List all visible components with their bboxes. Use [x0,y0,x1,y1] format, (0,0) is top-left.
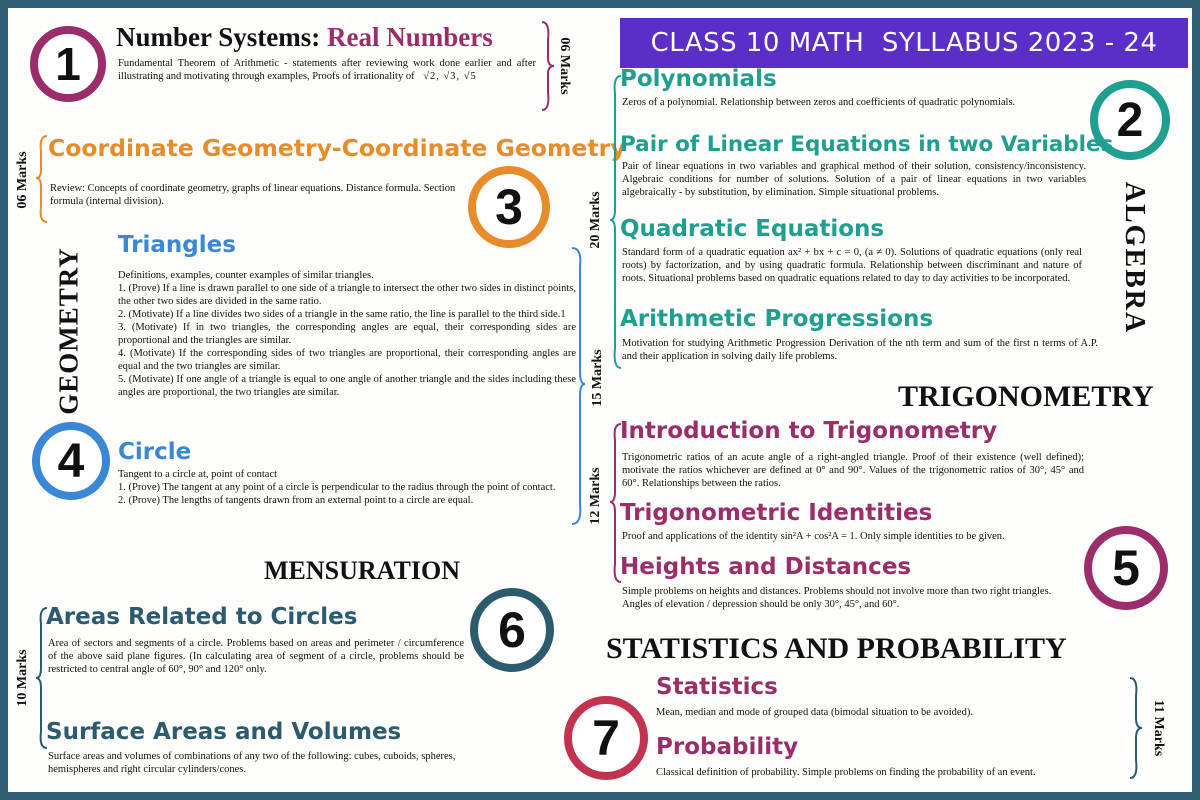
unit-1-brace [540,20,556,112]
triangles-title: Triangles [118,232,236,258]
identities-title: Trigonometric Identities [620,500,933,526]
circle-list [118,468,576,507]
triangles-line-2: 2. (Motivate) If a line divides two sides of a triangle in the same ratio, the line is parallel to the third side.1 [118,309,566,320]
statistics-text: Mean, median and mode of grouped data (bimodal situation to be avoided). [656,707,973,718]
polynomials-text: Zeros of a polynomial. Relationship between zeros and coefficients of quadratic polynomials. [622,97,1016,108]
unit-4-marks: 15 Marks [590,349,605,407]
triangles-list [118,269,576,399]
unit-3-brace [35,134,49,224]
section-statistics-probability: STATISTICS AND PROBABILITY [606,632,1067,665]
section-mensuration: MENSURATION [264,556,460,585]
circle-line-2: 2. (Prove) The lengths of tangents drawn from an external point to a circle are equal. [118,495,474,506]
surface-title: Surface Areas and Volumes [46,719,402,745]
unit-7-number-circle [564,696,648,780]
intro-trig-text: Trigonometric ratios of an acute angle of a right-angled triangle. Proof of their existence (well defined); motivate the ratios whichever are defined at 0° and 90°. Values of the trigonometric ratios of 30°, 45° and 60°. Relationships between the ratios. [622,452,1084,489]
heights-title: Heights and Distances [620,554,912,580]
unit-5-marks: 12 Marks [588,467,603,525]
unit-1-description [118,57,536,83]
identities-text: Proof and applications of the identity sin²A + cos²A = 1. Only simple identities to be given. [622,531,1005,542]
unit-4-brace [570,246,586,526]
unit-5-number: 5 [1112,540,1140,596]
unit-1-number-circle [30,26,106,102]
linear-equations-title: Pair of Linear Equations in two Variables [620,132,1114,157]
unit-3-title: Coordinate Geometry-Coordinate Geometry [48,134,626,162]
title-banner [620,18,1188,68]
unit-2-marks: 20 Marks [588,191,603,249]
triangles-line-0: Definitions, examples, counter examples of similar triangles. [118,270,374,281]
unit-1-marks: 06 Marks [557,37,572,95]
unit-6-number: 6 [498,602,526,658]
triangles-line-1: 1. (Prove) If a line is drawn parallel to one side of a triangle to intersect the other two sides in distinct points, the other two sides are divided in the same ratio. [118,283,576,307]
unit-1-number: 1 [55,38,81,90]
unit-1-title-a: Number Systems: [116,22,327,52]
syllabus-poster [8,8,1192,792]
probability-text: Classical definition of probability. Simple problems on finding the probability of an event. [656,767,1036,778]
polynomials-title: Polynomials [620,66,777,92]
probability-title: Probability [656,734,799,760]
unit-6-number-circle [470,588,554,672]
ap-text: Motivation for studying Arithmetic Progression Derivation of the nth term and sum of the first n terms of A.P. and their application in solving daily life problems. [622,338,1098,362]
heights-text: Simple problems on heights and distances. Problems should not involve more than two right triangles. Angles of elevation / depression should be only 30°, 45°, and 60°. [622,586,1052,610]
unit-1-title [116,22,493,53]
unit-3-number-circle [468,166,550,248]
triangles-line-4: 4. (Motivate) If the corresponding sides of two triangles are proportional, their corresponding angles are equal and the two triangles are similar. [118,348,576,372]
unit-3-marks: 06 Marks [15,151,30,209]
circle-title: Circle [118,439,192,465]
surface-text: Surface areas and volumes of combinations of any two of the following: cubes, cuboids, spheres, hemispheres and right circular cylinders/cones. [48,751,456,775]
unit-7-number: 7 [592,710,620,766]
unit-4-number: 4 [57,434,85,488]
unit-3-number: 3 [495,179,523,235]
unit-6-marks: 10 Marks [15,649,30,707]
unit-5-number-circle [1084,526,1168,610]
section-geometry: GEOMETRY [53,247,84,415]
quadratic-title: Quadratic Equations [620,216,885,242]
quadratic-text: Standard form of a quadratic equation ax² + bx + c = 0, (a ≠ 0). Solutions of quadratic equations (only real roots) by factorization, and by using quadratic formula. Relationship between discriminant and nature of roots. Situational problems based on quadratic equations related to day to day activities to be incorporated. [622,247,1082,284]
intro-trig-title: Introduction to Trigonometry [620,418,998,444]
circle-line-0: Tangent to a circle at, point of contact [118,469,278,480]
unit-4-number-circle [32,422,110,500]
unit-7-brace [1128,676,1144,780]
triangles-line-5: 5. (Motivate) If one angle of a triangle is equal to one angle of another triangle and the sides including these angles are proportional, the two triangles are similar. [118,374,576,398]
unit-2-number: 2 [1116,93,1144,147]
ap-title: Arithmetic Progressions [620,306,934,332]
linear-equations-text: Pair of linear equations in two variables and graphical method of their solution, consistency/inconsistency. Algebraic conditions for number of solutions. Solution of a pair of linear equations in two variables algebraically - by substitution, by elimination. Simple situational problems. [622,161,1086,198]
unit-1-title-b: Real Numbers [327,22,493,52]
areas-title: Areas Related to Circles [46,604,358,630]
section-algebra: ALGEBRA [1119,181,1150,335]
page-title: CLASS 10 MATH SYLLABUS 2023 - 24 [650,28,1158,58]
unit-1-roots: √2, √3, √5 [423,71,477,82]
triangles-line-3: 3. (Motivate) If in two triangles, the corresponding angles are equal, their corresponding sides are proportional and the triangles are similar. [118,322,576,346]
unit-1-text: Fundamental Theorem of Arithmetic - statements after reviewing work done earlier and after illustrating and motivating through examples, Proofs of irrationality of [118,58,536,82]
statistics-title: Statistics [656,674,778,700]
unit-7-marks: 11 Marks [1151,699,1166,757]
areas-text: Area of sectors and segments of a circle. Problems based on areas and perimeter / circumference of the above said plane figures. (In calculating area of segment of a circle, problems should be restricted to central angle of 60°, 90° and 120° only. [48,638,464,675]
circle-line-1: 1. (Prove) The tangent at any point of a circle is perpendicular to the radius through the point of contact. [118,482,556,493]
unit-3-text: Review: Concepts of coordinate geometry, graphs of linear equations. Distance formula. Section formula (internal division). [50,183,456,207]
section-trigonometry: TRIGONOMETRY [898,380,1154,413]
